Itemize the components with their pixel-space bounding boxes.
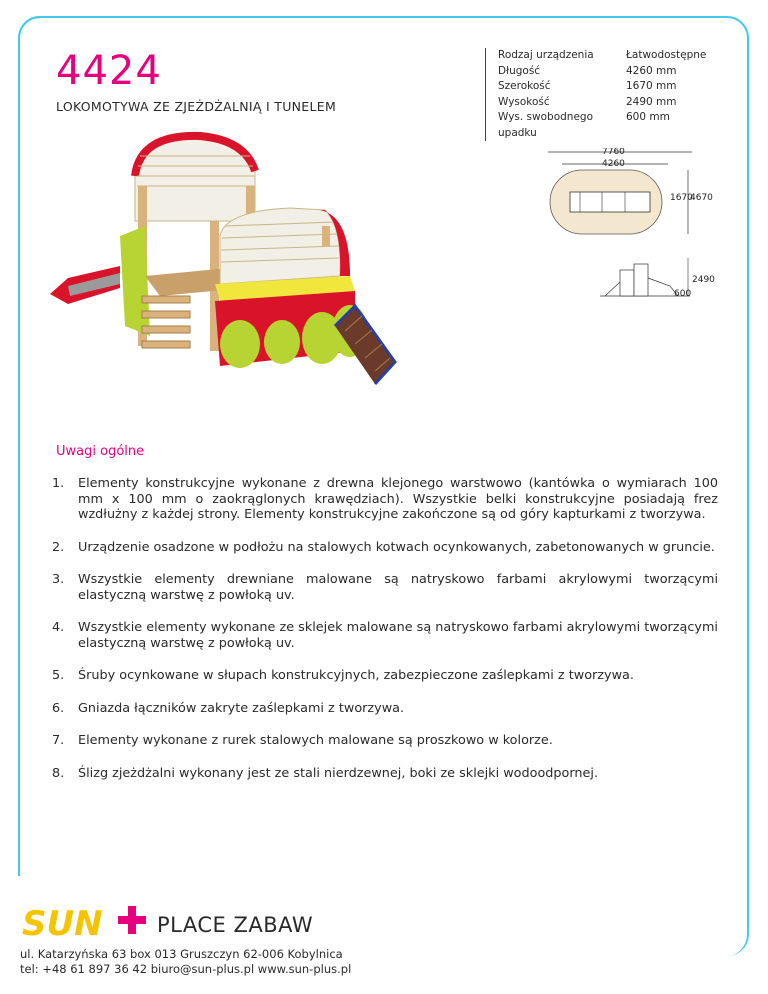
note-number: 6. <box>52 700 65 716</box>
list-item <box>52 572 718 603</box>
list-item <box>52 766 718 782</box>
spec-label: Długość <box>498 64 541 77</box>
spec-value: 4260 mm <box>626 64 677 77</box>
spec-table <box>485 48 706 141</box>
spec-value: Łatwodostępne <box>626 49 707 61</box>
note-text: Ślizg zjeżdżalni wykonany jest ze stali nierdzewnej, boki ze sklejki wodoodpornej. <box>78 765 599 781</box>
spec-label: Rodzaj urządzenia <box>498 49 594 61</box>
device-footprint <box>570 192 650 212</box>
chimney <box>322 226 330 246</box>
dim-width-inner: 1670 <box>670 193 693 203</box>
note-text: Gniazda łączników zakryte zaślepkami z tworzywa. <box>78 700 405 716</box>
spec-value: 1670 mm <box>626 80 677 92</box>
dim-fall: 600 <box>674 289 692 299</box>
list-item <box>52 668 718 684</box>
address: ul. Katarzyńska 63 box 013 Gruszczyn 62-006 Kobylnica <box>20 947 343 961</box>
brand-tagline: PLACE ZABAW <box>157 913 314 937</box>
list-item <box>52 733 718 749</box>
note-number: 8. <box>52 765 65 781</box>
list-item <box>52 476 718 523</box>
notes-title: Uwagi ogólne <box>56 444 145 459</box>
dim-width-outer: 4670 <box>690 193 713 203</box>
wheel <box>264 320 300 364</box>
logo-text: SUN <box>22 904 103 944</box>
note-number: 5. <box>52 668 65 683</box>
contact-info: tel: +48 61 897 36 42 biuro@sun-plus.pl www.sun-plus.pl <box>20 962 352 976</box>
sunplus-logo <box>20 902 152 944</box>
spec-value: 2490 mm <box>626 95 677 108</box>
notes-list <box>52 476 718 798</box>
side-cabin <box>620 270 634 296</box>
wheel <box>220 320 260 368</box>
side-drawing <box>600 256 725 312</box>
cabin-side-panel <box>120 226 150 336</box>
note-number: 4. <box>52 620 65 635</box>
note-number: 3. <box>52 572 65 587</box>
spec-label: Szerokość <box>498 80 551 92</box>
spec-row <box>498 79 706 95</box>
note-number: 1. <box>52 476 65 491</box>
product-name: LOKOMOTYWA ZE ZJEŻDŻALNIĄ I TUNELEM <box>56 99 337 114</box>
note-text: Elementy konstrukcyjne wykonane z drewna klejonego warstwowo (kantówka o wymiarach 100 mm x 100 mm o zaokrąglonych krawędziach). Wszystkie belki konstrukcyjne posiadają frez wzdłużny z każdej strony. Elementy konstrukcyjne zakończone są od góry kapturkami z tworzywa. <box>78 476 718 522</box>
list-item <box>52 701 718 717</box>
dim-height: 2490 <box>692 275 715 285</box>
note-text: Urządzenie osadzone w podłożu na stalowych kotwach ocynkowanych, zabetonowanych w gruncie. <box>78 539 715 555</box>
note-number: 2. <box>52 539 65 555</box>
spec-label: Wys. swobodnego upadku <box>498 111 593 139</box>
dim-total: 7760 <box>602 148 625 157</box>
page-frame-left <box>18 16 42 876</box>
product-illustration <box>50 126 450 396</box>
spec-row <box>498 64 706 80</box>
contact-block <box>20 947 351 977</box>
product-code: 4424 <box>56 48 162 94</box>
plan-drawing <box>540 148 725 240</box>
dim-length: 4260 <box>602 159 625 169</box>
spec-row <box>498 95 706 111</box>
spec-label: Wysokość <box>498 95 550 108</box>
spec-row <box>498 110 706 141</box>
note-text: Elementy wykonane z rurek stalowych malowane są proszkowo w kolorze. <box>78 733 553 748</box>
note-text: Wszystkie elementy wykonane ze sklejek malowane są natryskowo farbami akrylowymi tworzącymi elastyczną warstwę z powłoką uv. <box>78 620 718 651</box>
side-tower <box>634 264 648 296</box>
logo-plus-v <box>128 906 136 934</box>
note-text: Wszystkie elementy drewniane malowane są natryskowo farbami akrylowymi tworzącymi elastyczną warstwę z powłoką uv. <box>78 572 718 603</box>
spec-row <box>498 48 706 64</box>
spec-value: 600 mm <box>626 111 670 123</box>
list-item <box>52 540 718 556</box>
note-text: Śruby ocynkowane w słupach konstrukcyjnych, zabezpieczone zaślepkami z tworzywa. <box>78 668 634 683</box>
note-number: 7. <box>52 733 65 748</box>
list-item <box>52 620 718 651</box>
